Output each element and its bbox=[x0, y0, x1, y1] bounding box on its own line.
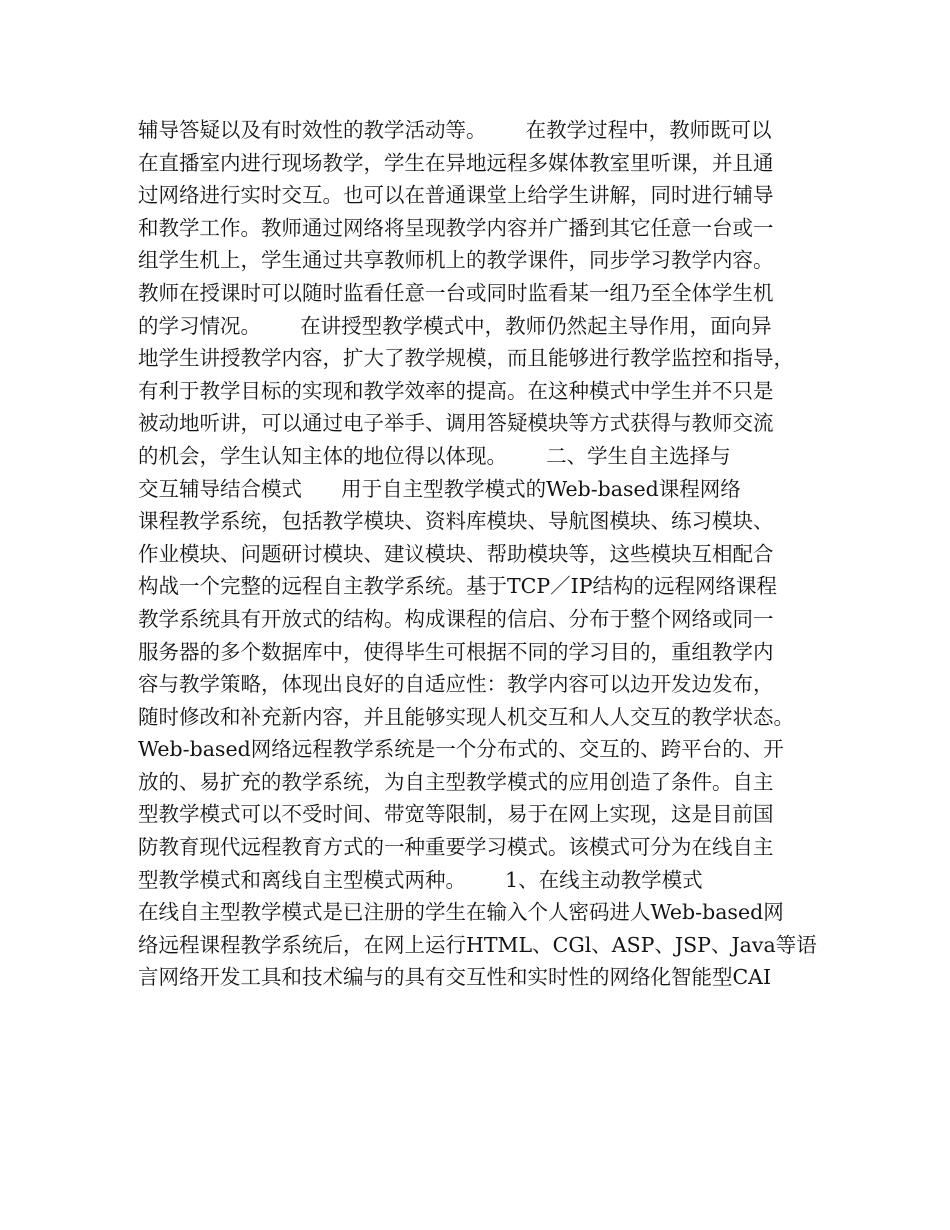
text-line: 辅导答疑以及有时效性的教学活动等。 在教学过程中，教师既可以 bbox=[138, 118, 772, 142]
text-line: 在线自主型教学模式是已注册的学生在输入个人密码进人Web-based网 bbox=[138, 900, 784, 925]
text-line: 言网络开发工具和技术编与的具有交互性和实时性的网络化智能型CAI bbox=[138, 965, 772, 990]
text-line: 构战一个完整的远程自主教学系统。基于TCP／IP结构的远程网络课程 bbox=[138, 574, 778, 599]
text-line: 地学生讲授教学内容，扩大了教学规模，而且能够进行教学监控和指导， bbox=[138, 346, 794, 371]
text-line: 被动地听讲，可以通过电子举手、调用答疑模块等方式获得与教师交流 bbox=[138, 411, 774, 436]
text-line: 课程教学系统，包括教学模块、资料库模块、导航图模块、练习模块、 bbox=[138, 509, 774, 534]
text-line: 过网络进行实时交互。也可以在普通课堂上给学生讲解，同时进行辅导 bbox=[138, 183, 774, 208]
text-line: 和教学工作。教师通过网络将呈现教学内容并广播到其它任意一台或一 bbox=[138, 215, 774, 240]
text-line: 型教学模式可以不受时间、带宽等限制，易于在网上实现，这是目前国 bbox=[138, 802, 774, 827]
text-line: 的机会，学生认知主体的地位得以体现。 二、学生自主选择与 bbox=[138, 443, 731, 468]
text-line: 组学生机上，学生通过共享教师机上的教学课件，同步学习教学内容。 bbox=[138, 248, 774, 273]
body-text bbox=[138, 114, 828, 994]
text-line: 络远程课程教学系统后，在网上运行HTML、CGl、ASP、JSP、Java等语 bbox=[138, 932, 817, 957]
text-line: 作业模块、问题研讨模块、建议模块、帮助模块等，这些模块互相配合 bbox=[138, 541, 774, 566]
text-line: 防教育现代远程教育方式的一种重要学习模式。该模式可分为在线自主 bbox=[138, 835, 774, 860]
text-line: 的学习情况。 在讲授型教学模式中，教师仍然起主导作用，面向异 bbox=[138, 313, 772, 338]
text-line: 在直播室内进行现场教学，学生在异地远程多媒体教室里听课，并且通 bbox=[138, 150, 774, 175]
text-line: 交互辅导结合模式 用于自主型教学模式的Web-based课程网络 bbox=[138, 476, 741, 501]
text-line: 服务器的多个数据库中，使得毕生可根据不同的学习目的，重组教学内 bbox=[138, 639, 774, 664]
text-line: 放的、易扩充的教学系统，为自主型教学模式的应用创造了条件。自主 bbox=[138, 769, 774, 794]
text-line: 容与教学策略，体现出良好的自适应性：教学内容可以边开发边发布， bbox=[138, 672, 774, 697]
text-line: 教师在授课时可以随时监看任意一台或同时监看某一组乃至全体学生机 bbox=[138, 280, 774, 305]
text-line: 随时修改和补充新内容，并且能够实现人机交互和人人交互的教学状态。 bbox=[138, 704, 794, 729]
text-line: 有利于教学目标的实现和教学效率的提高。在这种模式中学生并不只是 bbox=[138, 378, 774, 403]
text-line: Web-based网络远程教学系统是一个分布式的、交互的、跨平台的、开 bbox=[138, 737, 784, 762]
text-line: 型教学模式和离线自主型模式两种。 1、在线主动教学模式 bbox=[138, 867, 703, 892]
text-line: 教学系统具有开放式的结构。构成课程的信启、分布于整个网络或同一 bbox=[138, 606, 774, 631]
